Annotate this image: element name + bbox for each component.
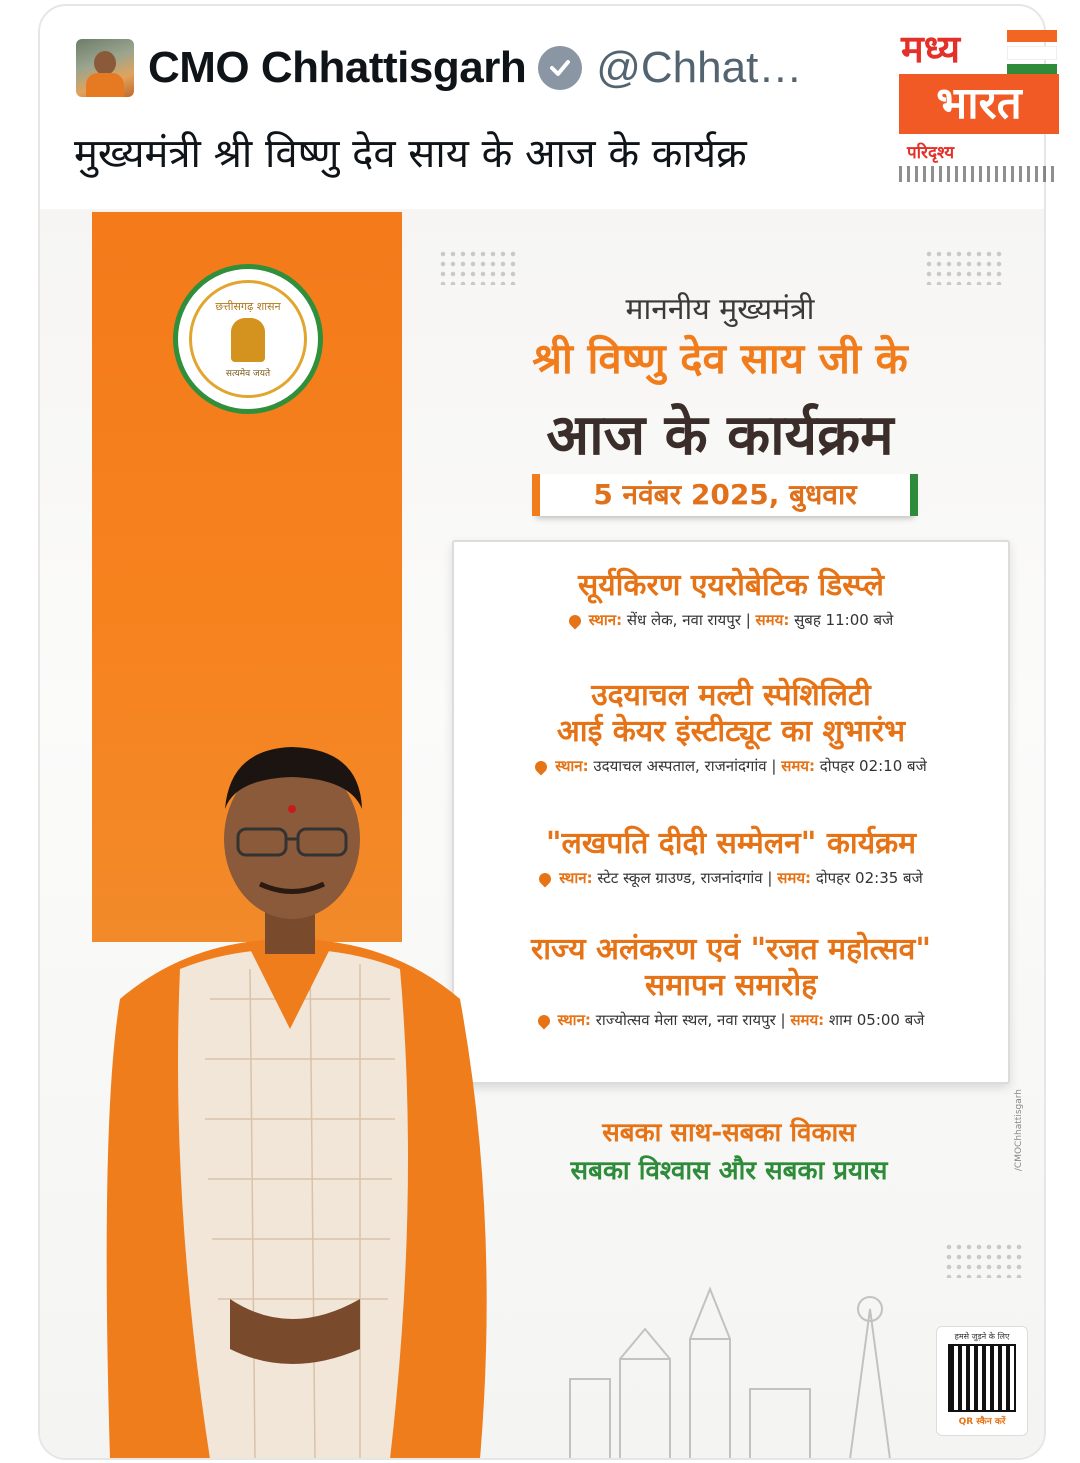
- qr-code-panel[interactable]: [936, 1326, 1028, 1436]
- event-item: [454, 678, 1008, 776]
- chief-minister-photo: [60, 699, 520, 1458]
- qr-top-label: हमसे जुड़ने के लिए: [954, 1332, 1010, 1341]
- verified-badge-icon: [538, 46, 582, 90]
- event-meta: स्थान: उदयाचल अस्पताल, राजनांदगांव | समय: दोपहर 02:10 बजे: [454, 756, 1008, 776]
- user-handle[interactable]: @Chhat…: [596, 43, 803, 92]
- poster-name-line: श्री विष्णु देव साय जी के: [532, 334, 908, 383]
- location-pin-icon: [535, 1012, 552, 1029]
- event-time: दोपहर 02:10 बजे: [819, 757, 927, 775]
- place-label: स्थान:: [557, 1011, 591, 1029]
- date-banner: 5 नवंबर 2025, बुधवार: [532, 474, 918, 516]
- lion-capital-icon: [231, 318, 265, 362]
- location-pin-icon: [537, 870, 554, 887]
- event-meta: स्थान: सेंध लेक, नवा रायपुर | समय: सुबह 11:00 बजे: [454, 610, 1008, 630]
- people-silhouette-icon: [899, 166, 1059, 182]
- qr-bottom-label: QR स्कैन करें: [958, 1417, 1006, 1427]
- watermark-line-3: परिदृश्य: [907, 143, 955, 163]
- event-title: सूर्यकिरण एयरोबेटिक डिस्प्ले: [577, 568, 885, 603]
- place-label: स्थान:: [555, 757, 589, 775]
- event-title: राज्य अलंकरण एवं "रजत महोत्सव": [531, 932, 931, 967]
- watermark-line-1: मध्य: [901, 27, 961, 71]
- event-title: "लखपति दीदी सम्मेलन" कार्यक्रम: [545, 826, 917, 861]
- slogan-line-2: सबका विश्वास और सबका प्रयास: [570, 1156, 888, 1186]
- tweet-image[interactable]: [40, 209, 1044, 1458]
- dot-pattern: [924, 249, 1004, 285]
- event-item: [454, 568, 1008, 630]
- event-place: सेंध लेक, नवा रायपुर: [626, 611, 741, 629]
- event-time: शाम 05:00 बजे: [828, 1011, 925, 1029]
- emblem-arc-text: छत्तीसगढ़ शासन: [215, 300, 281, 313]
- place-label: स्थान:: [559, 869, 593, 887]
- display-name[interactable]: CMO Chhattisgarh: [148, 43, 527, 92]
- location-pin-icon: [566, 612, 583, 629]
- time-label: समय:: [777, 869, 812, 887]
- event-item: [454, 932, 1008, 1030]
- chhattisgarh-emblem-icon: [173, 264, 323, 414]
- qr-code-icon[interactable]: [950, 1346, 1014, 1410]
- poster-subheading: माननीय मुख्यमंत्री: [625, 292, 815, 327]
- time-label: समय:: [755, 611, 790, 629]
- watermark-line-2: भारत: [899, 74, 1059, 134]
- event-place: स्टेट स्कूल ग्राउण्ड, राजनांदगांव: [597, 869, 763, 887]
- event-meta: स्थान: राज्योत्सव मेला स्थल, नवा रायपुर | समय: शाम 05:00 बजे: [454, 1010, 1008, 1030]
- slogan-line-1: सबका साथ-सबका विकास: [602, 1118, 856, 1148]
- avatar[interactable]: [76, 39, 134, 97]
- place-label: स्थान:: [588, 611, 623, 629]
- event-title: उदयाचल मल्टी स्पेशिलिटी: [591, 678, 871, 713]
- event-time: सुबह 11:00 बजे: [794, 611, 894, 629]
- tweet-text: मुख्यमंत्री श्री विष्णु देव साय के आज के कार्यक्र: [74, 131, 747, 177]
- dot-pattern: [944, 1242, 1024, 1278]
- event-title: आई केयर इंस्टीट्यूट का शुभारंभ: [556, 714, 906, 749]
- event-title: समापन समारोह: [644, 968, 818, 1003]
- emblem-motto: सत्यमेव जयते: [225, 369, 271, 379]
- tweet-header: [76, 36, 802, 100]
- watermark-logo: [895, 22, 1065, 192]
- event-item: [454, 826, 1008, 888]
- skyline-illustration: [560, 1269, 940, 1458]
- dot-pattern: [438, 249, 518, 285]
- event-place: राज्योत्सव मेला स्थल, नवा रायपुर: [595, 1011, 776, 1029]
- location-pin-icon: [533, 758, 550, 775]
- event-place: उदयाचल अस्पताल, राजनांदगांव: [593, 757, 767, 775]
- time-label: समय:: [781, 757, 815, 775]
- time-label: समय:: [790, 1011, 825, 1029]
- poster-title: आज के कार्यक्रम: [546, 403, 894, 468]
- social-handle: /CMOChhattisgarh: [1014, 1089, 1024, 1172]
- tweet-card[interactable]: [38, 4, 1046, 1460]
- tricolor-flag-icon: [1007, 30, 1057, 74]
- event-meta: स्थान: स्टेट स्कूल ग्राउण्ड, राजनांदगांव | समय: दोपहर 02:35 बजे: [454, 868, 1008, 888]
- event-time: दोपहर 02:35 बजे: [815, 869, 923, 887]
- schedule-box: [452, 540, 1010, 1084]
